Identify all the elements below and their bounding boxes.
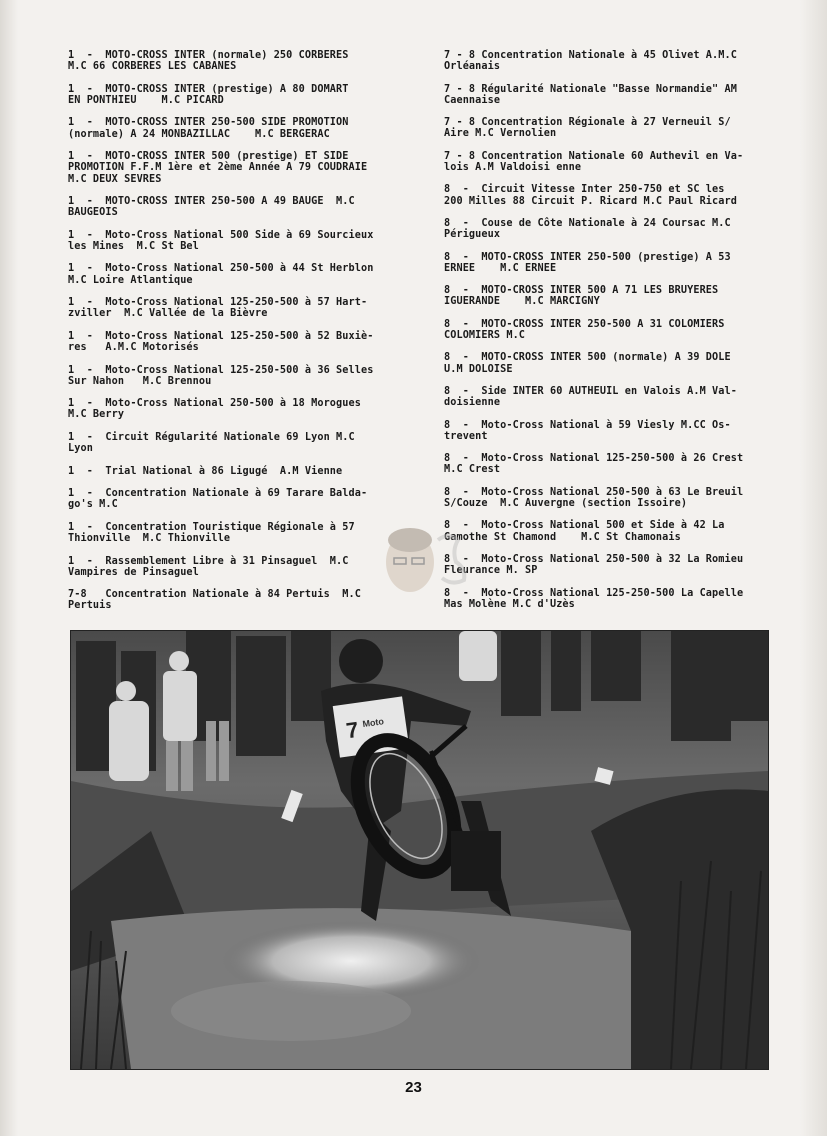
event-entry: 1 - Moto-Cross National 125-250-500 à 52 Buxiè- res A.M.C Motorisés [68,330,374,354]
event-entry: 1 - Rassemblement Libre à 31 Pinsaguel M.C Vampires de Pinsaguel [68,555,349,578]
motocross-photo [70,630,769,1070]
event-entry: 7 - 8 Concentration Nationale à 45 Olivet A.M.C Orléanais [444,50,737,73]
event-entry: 8 - Circuit Vitesse Inter 250-750 et SC les 200 Milles 88 Circuit P. Ricard M.C Paul Ricard [444,184,737,207]
left-column [68,50,408,623]
event-entry: 1 - MOTO-CROSS INTER (normale) 250 CORBERES M.C 66 CORBERES LES CABANES [68,50,349,73]
event-entry: 1 - MOTO-CROSS INTER 250-500 SIDE PROMOTION (normale) A 24 MONBAZILLAC M.C BERGERAC [68,117,349,140]
right-column [444,50,776,621]
event-entry: 7 - 8 Régularité Nationale "Basse Normandie" AM Caennaise [444,83,737,106]
event-entry: 7 - 8 Concentration Nationale 60 Authevil en Va- lois A.M Valdoisi enne [444,150,744,173]
event-entry: 1 - Circuit Régularité Nationale 69 Lyon M.C Lyon [68,431,355,455]
event-entry: 8 - Couse de Côte Nationale à 24 Coursac M.C Périgueux [444,217,731,241]
svg-text:7: 7 [344,716,361,744]
event-entry: 8 - Side INTER 60 AUTHEUIL en Valois A.M Val- doisienne [444,385,737,409]
event-entry: 8 - MOTO-CROSS INTER 250-500 A 31 COLOMIERS COLOMIERS M.C [444,318,725,341]
event-entry: 8 - MOTO-CROSS INTER 250-500 (prestige) A 53 ERNEE M.C ERNEE [444,251,731,274]
event-entry: 7-8 Concentration Nationale à 84 Pertuis M.C Pertuis [68,589,361,612]
event-entry: 1 - MOTO-CROSS INTER 250-500 A 49 BAUGE M.C BAUGEOIS [68,196,355,219]
portrait-watermark [378,520,478,610]
event-entry: 8 - Moto-Cross National à 59 Viesly M.CC Os- trevent [444,419,731,442]
event-entry: 1 - MOTO-CROSS INTER (prestige) A 80 DOMART EN PONTHIEU M.C PICARD [68,83,349,106]
event-entry: 1 - Moto-Cross National 125-250-500 à 57 Hart- zviller M.C Vallée de la Bièvre [68,297,368,320]
bib-label: Moto [361,716,385,730]
event-entry: 1 - Moto-Cross National 250-500 à 18 Morogues M.C Berry [68,398,361,421]
event-entry: 8 - Moto-Cross National 125-250-500 à 26 Crest M.C Crest [444,453,744,476]
event-entry: 1 - Moto-Cross National 125-250-500 à 36 Selles Sur Nahon M.C Brennou [68,364,374,387]
event-entry: 8 - MOTO-CROSS INTER 500 (normale) A 39 DOLE U.M DOLOISE [444,352,731,375]
event-entry: 8 - Moto-Cross National 250-500 à 32 La Romieu Fleurance M. SP [444,553,744,577]
event-entry: 8 - Moto-Cross National 250-500 à 63 Le Breuil S/Couze M.C Auvergne (section Issoire) [444,486,744,509]
event-entry: 1 - Concentration Touristique Régionale à 57 Thionville M.C Thionville [68,521,355,545]
event-entry: 1 - MOTO-CROSS INTER 500 (prestige) ET SIDE PROMOTION F.F.M 1ère et 2ème Année A 79 COUDRAIE M.C DEUX SEVRES [68,151,368,185]
event-entry: 8 - Moto-Cross National 500 et Side à 42 La Gamothe St Chamond M.C St Chamonais [444,520,725,543]
event-entry: 8 - Moto-Cross National 125-250-500 La Capelle Mas Molène M.C d'Uzès [444,587,744,610]
event-entry: 7 - 8 Concentration Régionale à 27 Verneuil S/ Aire M.C Vernolien [444,117,731,140]
photo-illustration [71,631,768,1069]
event-entry: 1 - Trial National à 86 Ligugé A.M Vienne [68,465,343,477]
event-entry: 1 - Concentration Nationale à 69 Tarare Balda- go's M.C [68,488,368,511]
event-entry: 1 - Moto-Cross National 250-500 à 44 St Herblon M.C Loire Atlantique [68,263,374,286]
event-entry: 1 - Moto-Cross National 500 Side à 69 Sourcieux les Mines M.C St Bel [68,229,374,252]
event-entry: 8 - MOTO-CROSS INTER 500 A 71 LES BRUYERES IGUERANDE M.C MARCIGNY [444,285,719,308]
page-number: 23 [405,1079,422,1096]
